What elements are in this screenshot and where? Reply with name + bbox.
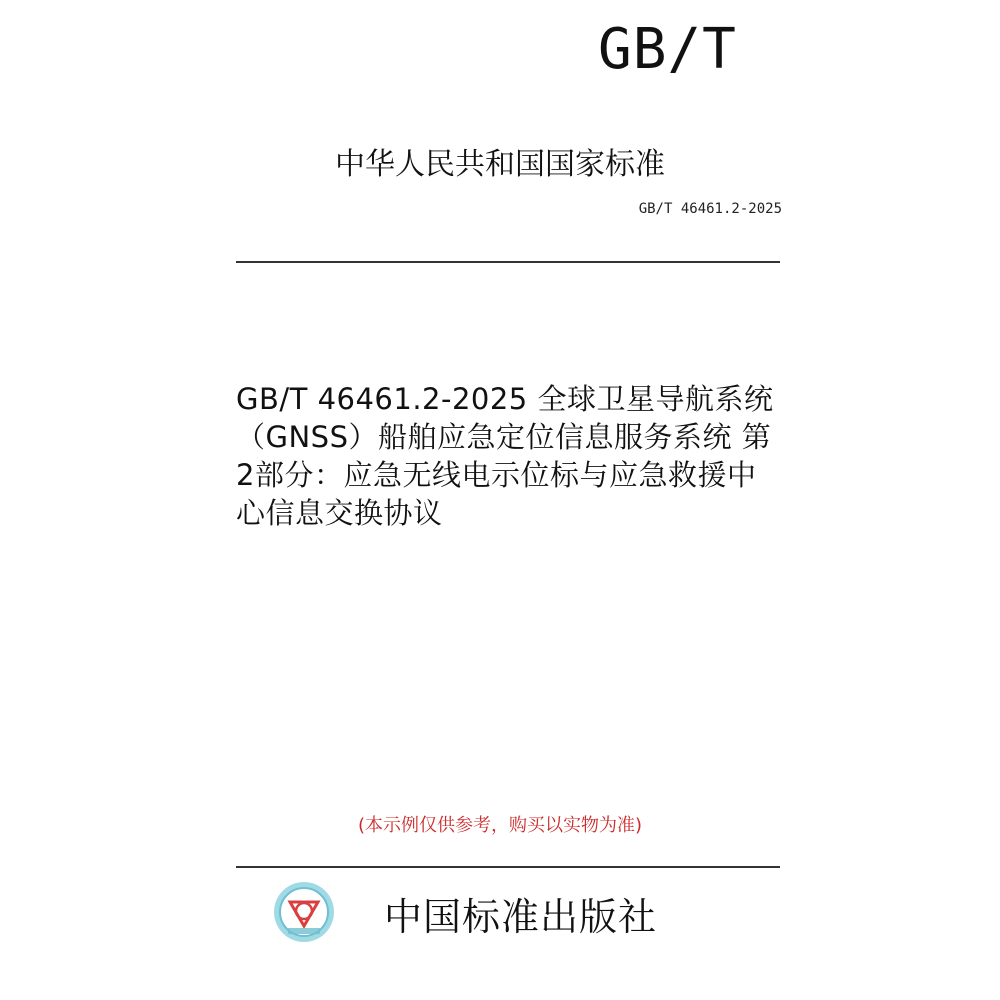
title-line: （GNSS）船舶应急定位信息服务系统 第 (236, 420, 772, 454)
issuer-text: 中华人民共和国国家标准 (335, 147, 665, 182)
top-divider (236, 261, 780, 263)
title-line: 心信息交换协议 (236, 496, 443, 530)
issuer-title (0, 147, 1000, 182)
standard-badge: GB/T (598, 17, 737, 82)
disclaimer-note: (本示例仅供参考，购买以实物为准) (357, 815, 643, 836)
title-line: GB/T 46461.2-2025 全球卫星导航系统 (236, 382, 774, 416)
title-line: 2部分：应急无线电示位标与应急救援中 (236, 458, 757, 492)
publisher-name: 中国标准出版社 (384, 895, 658, 939)
standard-number: GB/T 46461.2-2025 (638, 201, 782, 217)
bottom-divider (236, 866, 780, 868)
publisher-seal-icon (272, 880, 336, 944)
document-title (236, 380, 776, 532)
